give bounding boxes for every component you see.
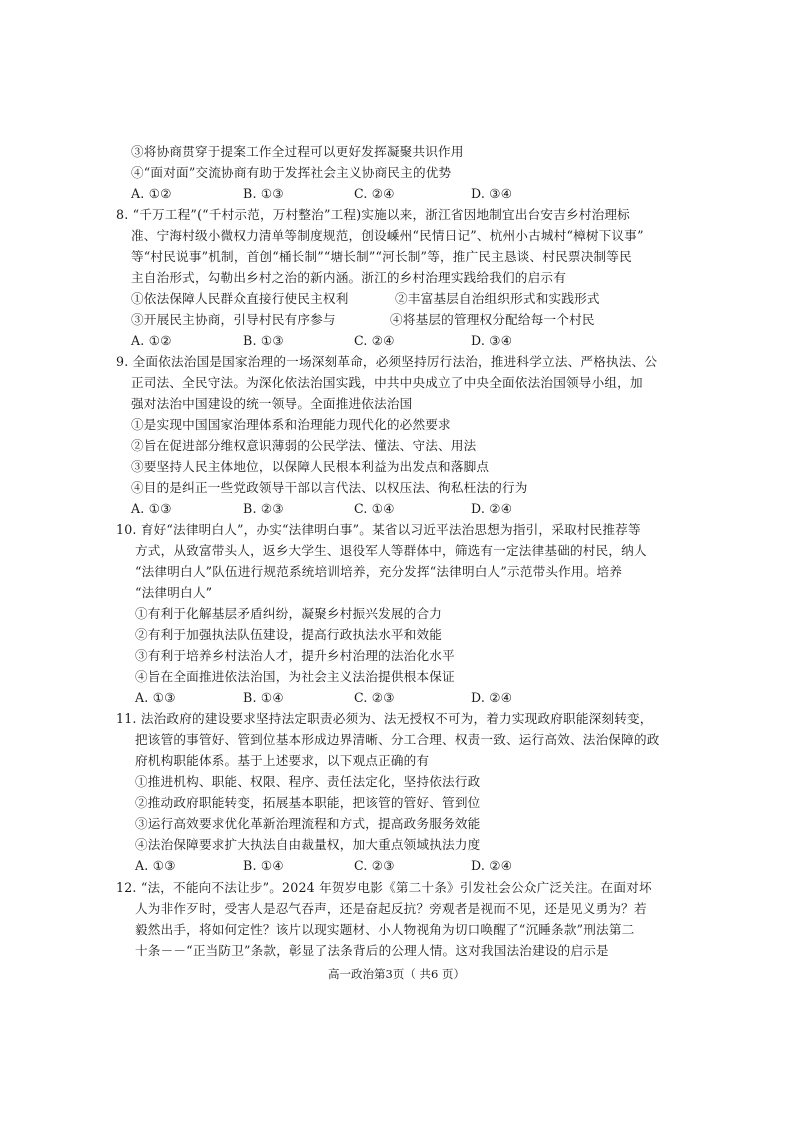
q8-statement-1: ①依法保障人民群众直接行使民主权利 — [131, 291, 349, 306]
q10-option-d[interactable]: D. ②④ — [471, 690, 513, 705]
q8-stem-line-4: 主自治形式，勾勒出乡村之治的新内涵。浙江的乡村治理实践给我们的启示有 — [131, 270, 566, 285]
q10-stem-line-2: 方式，从致富带头人，返乡大学生、退役军人等群体中，筛选有一定法律基础的村民，纳人 — [135, 543, 647, 558]
q11-statement-3: ③运行高效要求优化革新治理流程和方式，提高政务服务效能 — [135, 816, 481, 831]
q10-statement-2: ②有利于加强执法队伍建设，提高行政执法水平和效能 — [135, 627, 443, 642]
q10-stem-line-3: “法律明白人”队伍进行规范系统培训培养，充分发挥“法律明白人”示范带头作用。培养 — [135, 564, 623, 579]
page-footer: 高一政治第3页（ 共6 页） — [328, 967, 465, 981]
q9-option-d[interactable]: D. ②④ — [471, 501, 513, 516]
q10-option-c[interactable]: C. ②③ — [354, 690, 395, 705]
q9-stem-line-3: 强对法治中国建设的统一领导。全面推进依法治国 — [131, 396, 413, 411]
q8-option-b[interactable]: B. ①③ — [243, 333, 284, 348]
q9-option-b[interactable]: B. ②③ — [243, 501, 284, 516]
q7-option-d[interactable]: D. ③④ — [471, 186, 513, 201]
q11-statement-1: ①推进机构、职能、权限、程序、责任法定化，坚持依法行政 — [135, 774, 481, 789]
q12-stem-line-2: 人为非作歹时，受害人是忍气吞声，还是奋起反抗？旁观者是视而不见，还是见义勇为？若 — [135, 901, 647, 916]
q8-option-a[interactable]: A. ①② — [131, 333, 172, 348]
q12-stem-line-4: 十条－－“正当防卫”条款，彰显了法条背后的公理人情。这对我国法治建设的启示是 — [135, 943, 609, 958]
q11-statement-2: ②推动政府职能转变，拓展基本职能，把该管的管好、管到位 — [135, 795, 481, 810]
q9-option-a[interactable]: A. ①③ — [131, 501, 172, 516]
q10-stem-line-1: 10. 育好“法律明白人”，办实“法律明白事”。某省以习近平法治思想为指引，采取村民推荐等 — [116, 522, 641, 537]
q10-statement-1: ①有利于化解基层矛盾纠纷，凝聚乡村振兴发展的合力 — [135, 606, 443, 621]
q12-stem-line-1: 12. “法，不能向不法让步”。2024 年贺岁电影《第二十条》引发社会公众广泛关注。在面对坏 — [116, 880, 652, 895]
q8-statement-2: ②丰富基层自治组织形式和实践形式 — [395, 291, 600, 306]
q9-statement-4: ④目的是纠正一些党政领导干部以言代法、以权压法、徇私枉法的行为 — [131, 480, 528, 495]
q11-option-c[interactable]: C. ②③ — [354, 858, 395, 873]
q10-option-a[interactable]: A. ①③ — [135, 690, 176, 705]
q8-option-c[interactable]: C. ②④ — [354, 333, 395, 348]
q7-option-b[interactable]: B. ①③ — [243, 186, 284, 201]
q7-option-c[interactable]: C. ②④ — [354, 186, 395, 201]
q10-stem-line-4: “法律明白人” — [135, 585, 213, 600]
q9-statement-2: ②旨在促进部分维权意识薄弱的公民学法、懂法、守法、用法 — [131, 438, 477, 453]
q11-stem-line-3: 府机构职能体系。基于上述要求，以下观点正确的有 — [135, 753, 430, 768]
q7-statement-3: ③将协商贯穿于提案工作全过程可以更好发挥凝聚共识作用 — [131, 144, 464, 159]
q7-statement-4: ④“面对面”交流协商有助于发挥社会主义协商民主的优势 — [131, 165, 452, 180]
q9-stem-line-1: 9. 全面依法治国是国家治理的一场深刻革命，必须坚持厉行法治，推进科学立法、严格执法、公 — [116, 354, 658, 369]
q9-option-c[interactable]: C. ①④ — [354, 501, 395, 516]
q8-stem-line-2: 准、宁海村级小微权力清单等制度规范，创设嵊州“民情日记”、杭州小古城村“樟树下议事” — [131, 228, 644, 243]
q11-option-b[interactable]: B. ①④ — [243, 858, 284, 873]
q9-stem-line-2: 正司法、全民守法。为深化依法治国实践，中共中央成立了中央全面依法治国领导小组，加 — [131, 375, 643, 390]
q8-option-d[interactable]: D. ③④ — [471, 333, 513, 348]
q9-statement-1: ①是实现中国国家治理体系和治理能力现代化的必然要求 — [131, 417, 451, 432]
q8-stem-line-3: 等“村民说事”机制，首创“桶长制”“塘长制”“河长制”等，推广民主恳谈、村民票决制等民 — [131, 249, 632, 264]
q8-statement-4: ④将基层的管理权分配给每一个村民 — [390, 312, 595, 327]
q11-option-d[interactable]: D. ②④ — [471, 858, 513, 873]
q12-stem-line-3: 毅然出手，将如何定性？该片以现实题材、小人物视角为切口唤醒了“沉睡条款”刑法第二 — [135, 922, 635, 937]
q7-option-a[interactable]: A. ①② — [131, 186, 172, 201]
q8-stem-line-1: 8. “千万工程”(“千村示范，万村整治”工程)实施以来，浙江省因地制宜出台安吉乡村治理标 — [116, 207, 630, 222]
q10-statement-3: ③有利于培养乡村法治人才，提升乡村治理的法治化水平 — [135, 648, 455, 663]
q8-statement-3: ③开展民主协商，引导村民有序参与 — [131, 312, 336, 327]
q10-statement-4: ④旨在全面推进依法治国，为社会主义法治提供根本保证 — [135, 669, 455, 684]
q10-option-b[interactable]: B. ①④ — [243, 690, 284, 705]
q11-stem-line-1: 11. 法治政府的建设要求坚持法定职责必须为、法无授权不可为，着力实现政府职能深刻转变， — [116, 711, 653, 726]
q9-statement-3: ③要坚持人民主体地位，以保障人民根本利益为出发点和落脚点 — [131, 459, 490, 474]
q11-option-a[interactable]: A. ①③ — [135, 858, 176, 873]
q11-stem-line-2: 把该管的事管好、管到位基本形成边界清晰、分工合理、权责一致、运行高效、法治保障的政 — [135, 732, 660, 747]
q11-statement-4: ④法治保障要求扩大执法自由裁量权，加大重点领域执法力度 — [135, 837, 481, 852]
